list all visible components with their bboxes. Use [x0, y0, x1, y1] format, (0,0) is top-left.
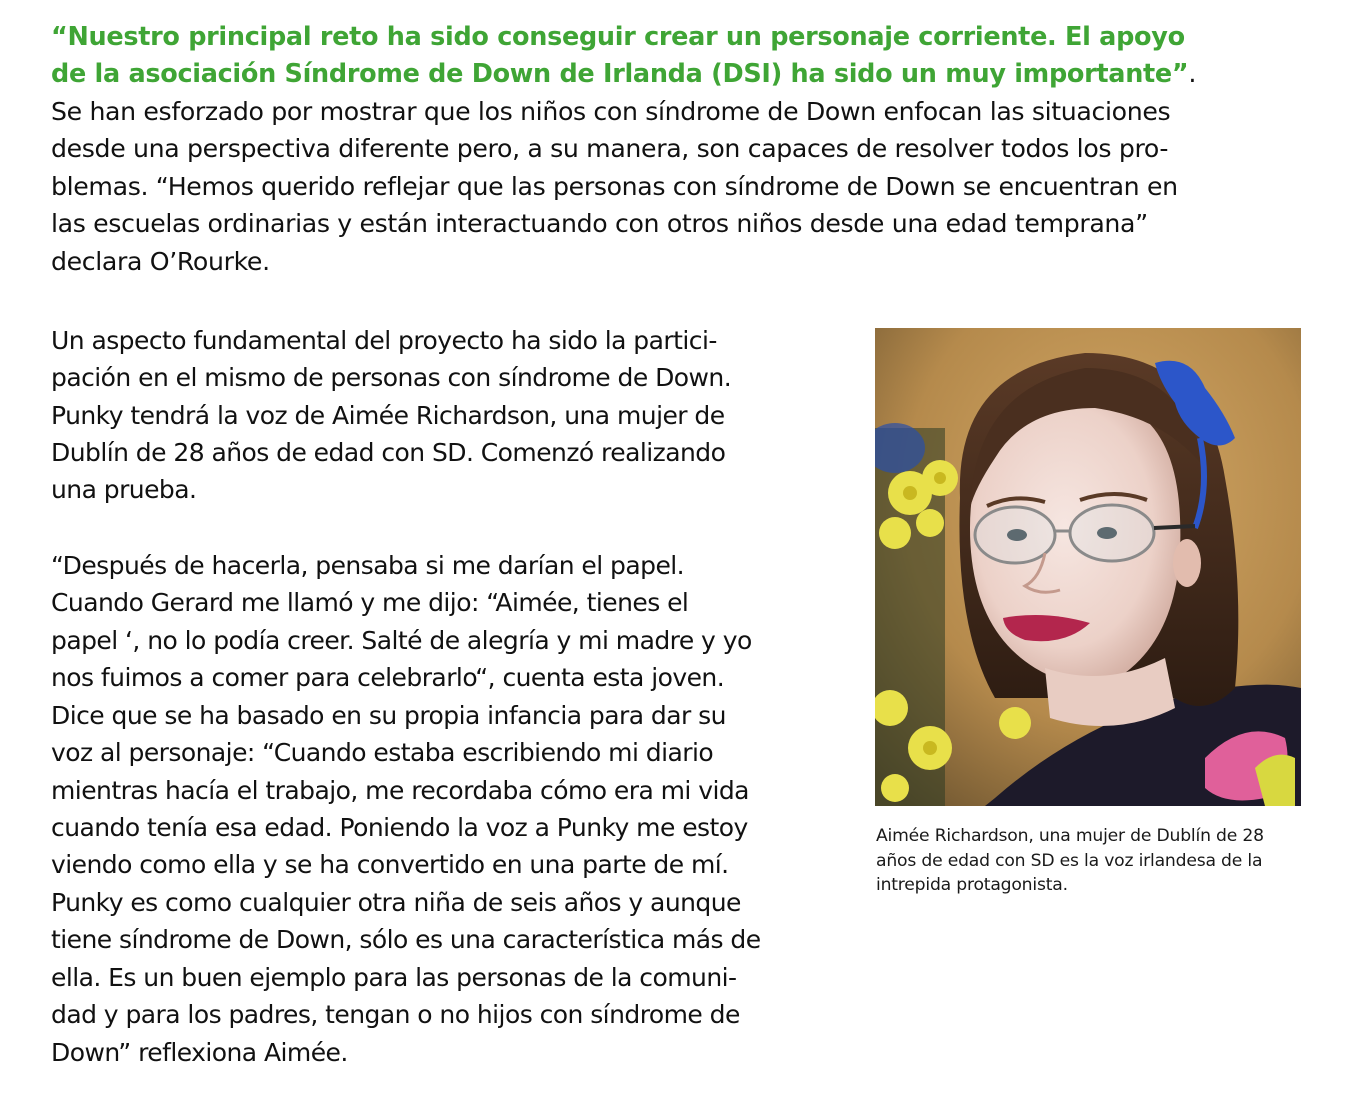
paragraph-line: Dublín de 28 años de edad con SD. Comenzó realizando	[51, 438, 726, 467]
paragraph-line: voz al personaje: “Cuando estaba escribiendo mi diario	[51, 738, 714, 767]
paragraph-line: ella. Es un buen ejemplo para las personas de la comuni-	[51, 963, 737, 992]
caption-line: Aimée Richardson, una mujer de Dublín de 28	[876, 826, 1264, 846]
paragraph-line: Down” reflexiona Aimée.	[51, 1038, 348, 1067]
lead-quote-text: de la asociación Síndrome de Down de Irlanda (DSI) ha sido un muy importante”	[51, 59, 1189, 89]
photo-caption	[876, 824, 1306, 898]
paragraph-line: Se han esforzado por mostrar que los niños con síndrome de Down enfocan las situaciones	[51, 97, 1171, 126]
caption-line: años de edad con SD es la voz irlandesa de la	[876, 850, 1263, 871]
paragraph-line: mientras hacía el trabajo, me recordaba cómo era mi vida	[51, 776, 749, 805]
portrait-photo	[875, 328, 1301, 806]
paragraph-line: dad y para los padres, tengan o no hijos con síndrome de	[51, 1000, 740, 1029]
lead-quote-line: “Nuestro principal reto ha sido conseguir crear un personaje corriente. El apoyo	[51, 22, 1185, 52]
paragraph-line: una prueba.	[51, 475, 197, 504]
paragraph-line: tiene síndrome de Down, sólo es una característica más de	[51, 925, 761, 954]
paragraph-line: Punky tendrá la voz de Aimée Richardson, una mujer de	[51, 401, 725, 430]
caption-line: intrepida protagonista.	[876, 875, 1068, 895]
paragraph-line: Cuando Gerard me llamó y me dijo: “Aimée, tienes el	[51, 588, 689, 617]
paragraph-line: declara O’Rourke.	[51, 247, 270, 276]
paragraph-line: nos fuimos a comer para celebrarlo“, cuenta esta joven.	[51, 663, 725, 692]
paragraph-line: las escuelas ordinarias y están interactuando con otros niños desde una edad temprana”	[51, 209, 1148, 238]
lead-quote-line	[51, 56, 1196, 93]
paragraph-line: “Después de hacerla, pensaba si me darían el papel.	[51, 551, 685, 580]
paragraph-line: Punky es como cualquier otra niña de seis años y aunque	[51, 888, 741, 917]
paragraph-line: blemas. “Hemos querido reflejar que las personas con síndrome de Down se encuentran en	[51, 172, 1178, 201]
paragraph-line: Un aspecto fundamental del proyecto ha sido la partici-	[51, 326, 717, 355]
paragraph-line: papel ‘, no lo podía creer. Salté de alegría y mi madre y yo	[51, 626, 752, 655]
paragraph-line: pación en el mismo de personas con síndrome de Down.	[51, 363, 732, 392]
lead-quote-period: .	[1188, 59, 1197, 89]
paragraph-line: cuando tenía esa edad. Poniendo la voz a Punky me estoy	[51, 813, 748, 842]
paragraph-line: viendo como ella y se ha convertido en una parte de mí.	[51, 850, 729, 879]
paragraph-line: desde una perspectiva diferente pero, a su manera, son capaces de resolver todos los pro-	[51, 134, 1169, 163]
paragraph-line: Dice que se ha basado en su propia infancia para dar su	[51, 701, 726, 730]
portrait-image	[875, 328, 1301, 806]
